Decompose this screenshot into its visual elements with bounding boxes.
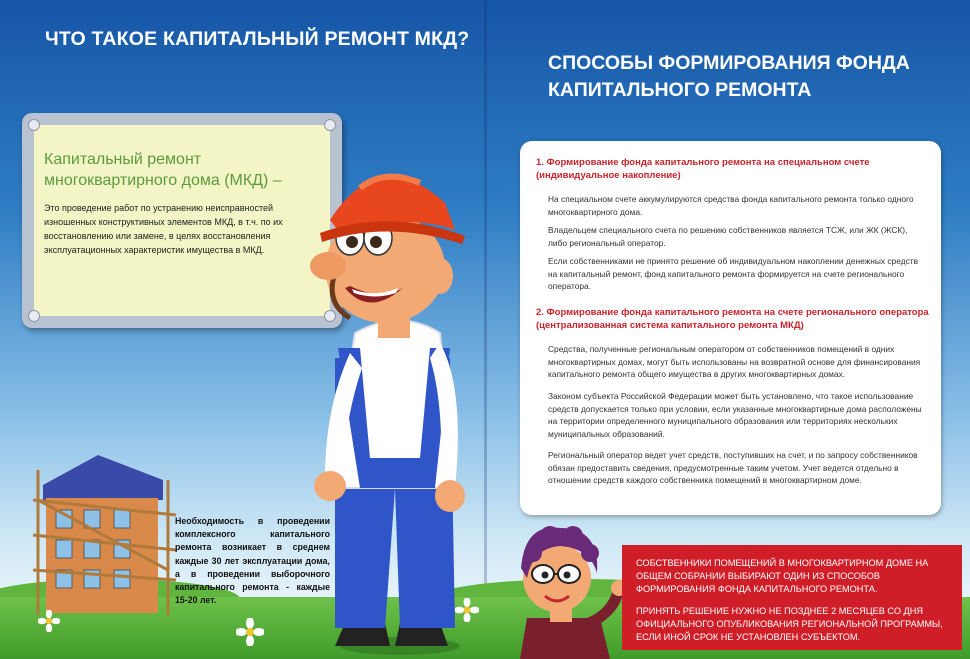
- decision-notice-box: [622, 545, 962, 650]
- screw-icon: [28, 119, 40, 131]
- section2-heading-line2: (централизованная система капитального ремонта МКД): [536, 320, 804, 331]
- section2-paragraph: Региональный оператор ведет учет средств, поступивших на счет, и по запросу собственников обязан предоставить сведения, предусмотренные таким учетом. Учет ведется отдельно в отношении средств каждого собственника помещений в многоквартирном доме.: [548, 450, 918, 485]
- daisy-icon: [455, 598, 479, 622]
- repair-frequency-note: Необходимость в проведении комплексного капитального ремонта возникает в среднем каждые 30 лет эксплуатации дома, а в проведении выборочного капитального ремонта - каждые 15-20 лет.: [175, 516, 330, 606]
- right-title-line1: СПОСОБЫ ФОРМИРОВАНИЯ ФОНДА: [548, 52, 910, 74]
- definition-heading: [44, 149, 282, 191]
- section1-heading-line1: 1. Формирование фонда капитального ремонта на специальном счете: [536, 157, 870, 168]
- funding-methods-card: [520, 141, 941, 515]
- right-page-title: [548, 50, 910, 104]
- section2-heading-line1: 2. Формирование фонда капитального ремонта на счете регионального оператора: [536, 307, 929, 318]
- section1-paragraph: На специальном счете аккумулируются средства фонда капитального ремонта только одного многоквартирного дома.: [548, 194, 914, 217]
- section1-heading-line2: (индивидуальное накопление): [536, 170, 681, 181]
- decision-notice-text: СОБСТВЕННИКИ ПОМЕЩЕНИЙ В МНОГОКВАРТИРНОМ ДОМЕ НА ОБЩЕМ СОБРАНИИ ВЫБИРАЮТ ОДИН ИЗ СПОСОБОВ ФОРМИРОВАНИЯ ФОНДА КАПИТАЛЬНОГО РЕМОНТА.: [636, 558, 929, 594]
- section1-heading: [536, 156, 870, 182]
- definition-heading-line2: многоквартирного дома (МКД) –: [44, 172, 282, 189]
- daisy-icon: [236, 618, 264, 646]
- section2-paragraph: Законом субъекта Российской Федерации может быть установлено, что такое использование средств допускается только при условии, если указанные многоквартирные дома расположены на территории определенного муниципального образования или территориях нескольких муниципальных образований.: [548, 391, 922, 439]
- section2-heading: [536, 306, 929, 332]
- daisy-icon: [38, 610, 60, 632]
- lady-illustration: [505, 518, 635, 659]
- screw-icon: [324, 119, 336, 131]
- section1-paragraph: Если собственниками не принято решение об индивидуальном накоплении денежных средств на капитальный ремонт, фонд капитального ремонта формируется на счете регионального оператора.: [548, 256, 919, 291]
- section2-paragraph: Средства, полученные региональным оператором от собственников помещений в одних многоквартирных домах, могут быть использованы на возвратной основе для финансирования капитального ремонта общего имущества в других многоквартирных домах.: [548, 344, 921, 379]
- left-page-title: ЧТО ТАКОЕ КАПИТАЛЬНЫЙ РЕМОНТ МКД?: [45, 28, 470, 50]
- definition-text: Это проведение работ по устранению неисправностей изношенных конструктивных элементов МКД, в т.ч. по их восстановлению или замене, в целях восстановления эксплуатационных характеристик имущества в МКД.: [44, 203, 283, 255]
- decision-deadline-text: ПРИНЯТЬ РЕШЕНИЕ НУЖНО НЕ ПОЗДНЕЕ 2 МЕСЯЦЕВ СО ДНЯ ОФИЦИАЛЬНОГО ОПУБЛИКОВАНИЯ РЕГИОНАЛЬНОЙ ПРОГРАММЫ, ЕСЛИ ИНОЙ СРОК НЕ УСТАНОВЛЕН СУБЪЕКТОМ.: [636, 606, 943, 642]
- screw-icon: [28, 310, 40, 322]
- section1-paragraph: Владельцем специального счета по решению собственников является ТСЖ, или ЖК (ЖСК), либо региональный оператор.: [548, 225, 908, 248]
- right-title-line2: КАПИТАЛЬНОГО РЕМОНТА: [548, 79, 812, 101]
- definition-heading-line1: Капитальный ремонт: [44, 151, 202, 168]
- house-illustration: [28, 440, 178, 615]
